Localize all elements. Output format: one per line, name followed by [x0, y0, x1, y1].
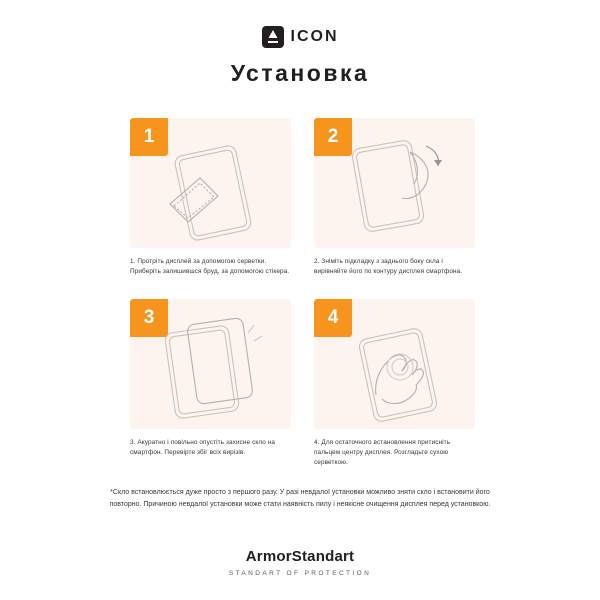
- phone-peel-backing-film-icon: [314, 118, 475, 248]
- step-number-badge: 4: [314, 299, 352, 337]
- finger-press-center-icon: [314, 299, 475, 429]
- footnote-text: *Скло встановлюється дуже просто з першого разу. У разі невдалої установки можливо зняти скло і встановити його повторно. Причиною невдалої установки може стати наявність пилу і неякісне очищення дисплея перед установкою.: [109, 489, 491, 509]
- step-illustration-panel: [314, 118, 475, 248]
- step-illustration-panel: [314, 299, 475, 429]
- logo-text: ICON: [290, 28, 339, 45]
- step-item: [314, 118, 475, 277]
- steps-row-1: [130, 118, 475, 277]
- armor-shield-icon: [262, 26, 284, 48]
- step-number-badge: 1: [130, 118, 168, 156]
- step-number-badge: 2: [314, 118, 352, 156]
- step-caption: 2. Зніміть підкладку з заднього боку скла і вирівняйте його по контуру дисплея смартфона.: [314, 258, 463, 275]
- step-item: [314, 299, 475, 468]
- steps-grid: [130, 118, 475, 468]
- step-caption: 3. Акуратно і повільно опустіть захисне скло на смартфон. Перевірте збіг всіх вирізів.: [130, 438, 276, 456]
- phone-with-cloth-wipe-icon: [130, 118, 291, 248]
- brand-name: ArmorStandart: [245, 548, 355, 565]
- step-illustration-panel: [130, 118, 291, 248]
- step-number-badge: 3: [130, 299, 168, 337]
- page-title: Установка: [230, 60, 370, 86]
- brand-footer: [0, 548, 600, 577]
- steps-row-2: [130, 299, 475, 468]
- step-item: [130, 118, 291, 277]
- phone-lower-glass-icon: [130, 299, 291, 429]
- brand-logo: [0, 26, 600, 48]
- step-caption: 1. Протріть дисплей за допомогою серветки. Приберіть залишившся бруд, за допомогою стікера.: [130, 258, 290, 275]
- step-illustration-panel: [130, 299, 291, 429]
- brand-tagline: STANDART OF PROTECTION: [228, 570, 372, 577]
- step-item: [130, 299, 291, 468]
- step-caption: 4. Для остаточного встановлення притисніть пальцем центру дисплея. Розгладьте сухою серветкою.: [314, 438, 451, 466]
